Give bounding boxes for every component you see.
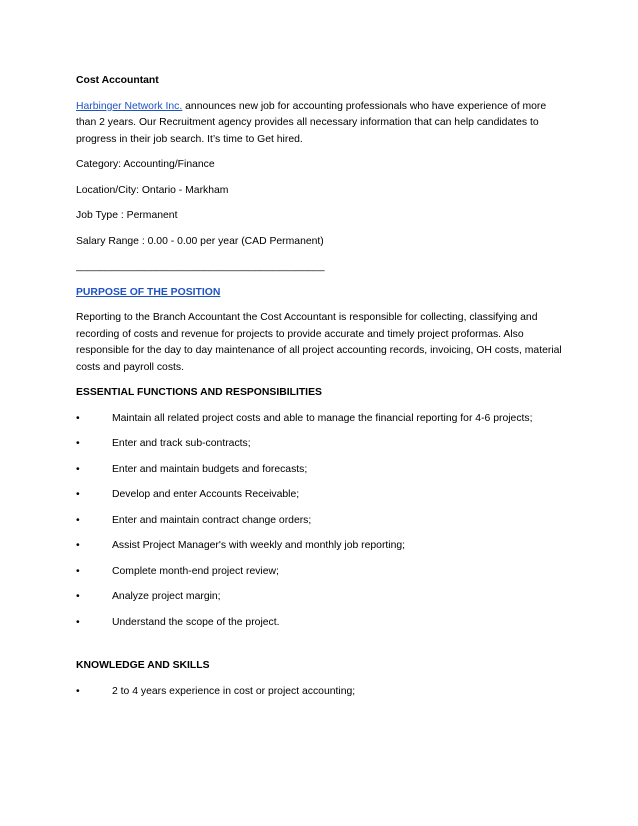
list-item — [76, 615, 566, 632]
bullet-icon: • — [76, 463, 80, 475]
intro-paragraph — [76, 99, 566, 149]
list-item-text: Understand the scope of the project. — [112, 616, 280, 628]
bullet-icon: • — [76, 565, 80, 577]
purpose-heading[interactable]: PURPOSE OF THE POSITION — [76, 286, 221, 298]
job-type-line: Job Type : Permanent — [76, 210, 178, 221]
bullet-icon: • — [76, 438, 80, 449]
bullet-icon: • — [76, 685, 80, 697]
bullet-icon: • — [76, 489, 80, 500]
document-body — [76, 73, 566, 709]
salary-line: Salary Range : 0.00 - 0.00 per year (CAD Permanent) — [76, 235, 324, 247]
list-item-text: Enter and maintain contract change orders; — [112, 514, 312, 526]
purpose-paragraph: Reporting to the Branch Accountant the Cost Accountant is responsible for collecting, classifying and recording of costs and revenue for projects to provide accurate and timely project proformas. Also responsible for the day to day maintenance of all project accounting records, invoicing, OH costs, material costs and payroll costs. — [76, 312, 562, 373]
list-item — [76, 564, 566, 581]
list-item-text: Develop and enter Accounts Receivable; — [112, 489, 300, 500]
list-item — [76, 487, 566, 504]
list-item — [76, 684, 566, 701]
list-item-text: Enter and maintain budgets and forecasts; — [112, 463, 308, 475]
intro-text: announces new job for accounting professionals who have experience of more than 2 years. Our Recruitment agency provides all necessary information that can help candidates to progress in their job search. It’s time to Get hired. — [76, 100, 547, 145]
list-item-text: 2 to 4 years experience in cost or project accounting; — [112, 685, 356, 697]
bullet-icon: • — [76, 616, 80, 628]
list-item — [76, 411, 566, 428]
skills-list — [76, 684, 566, 701]
functions-list — [76, 411, 566, 632]
separator-line: ___________________________________________ — [76, 261, 325, 272]
list-item-text: Maintain all related project costs and able to manage the financial reporting for 4-6 projects; — [112, 412, 533, 424]
list-item — [76, 462, 566, 479]
company-link[interactable]: Harbinger Network Inc. — [76, 100, 183, 112]
list-item — [76, 436, 566, 453]
list-item-text: Assist Project Manager's with weekly and monthly job reporting; — [112, 540, 406, 551]
bullet-icon: • — [76, 412, 80, 424]
bullet-icon: • — [76, 591, 80, 602]
functions-heading: ESSENTIAL FUNCTIONS AND RESPONSIBILITIES — [76, 387, 322, 398]
blank-line — [76, 640, 566, 658]
list-item-text: Complete month-end project review; — [112, 565, 279, 577]
list-item-text: Analyze project margin; — [112, 591, 221, 602]
list-item — [76, 589, 566, 606]
list-item — [76, 513, 566, 530]
list-item — [76, 538, 566, 555]
bullet-icon: • — [76, 514, 80, 526]
skills-heading: KNOWLEDGE AND SKILLS — [76, 660, 210, 671]
location-line: Location/City: Ontario - Markham — [76, 184, 229, 196]
category-line: Category: Accounting/Finance — [76, 159, 215, 170]
job-title: Cost Accountant — [76, 75, 159, 86]
bullet-icon: • — [76, 540, 80, 551]
list-item-text: Enter and track sub-contracts; — [112, 438, 251, 449]
